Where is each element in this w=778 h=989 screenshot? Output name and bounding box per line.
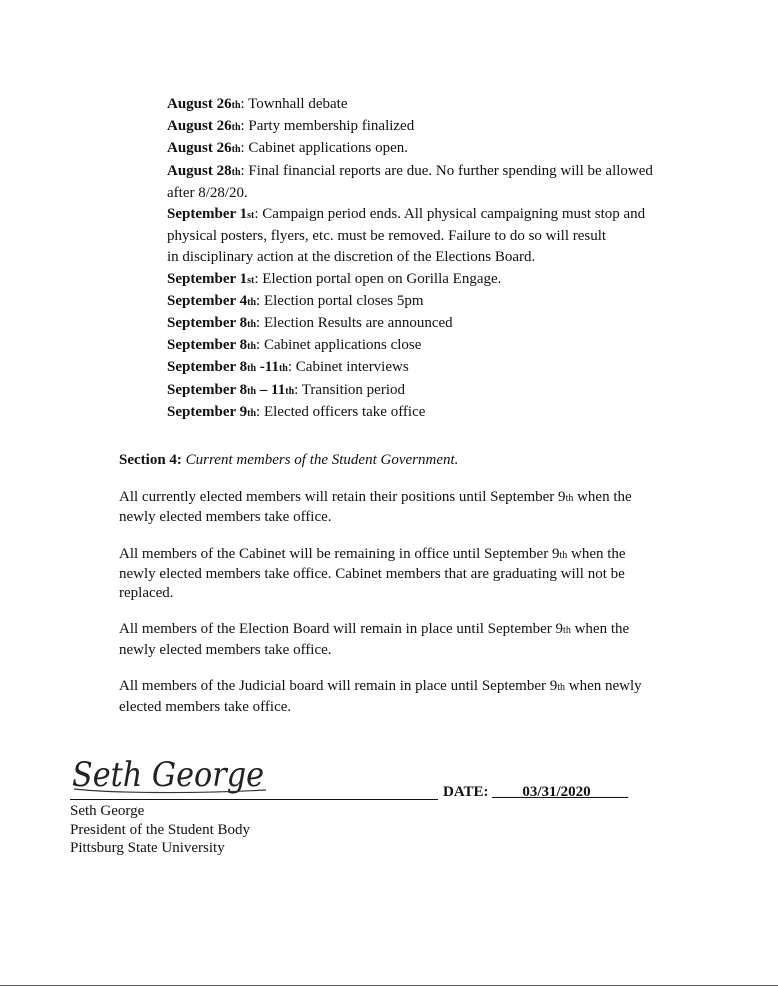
schedule-date: September 8th bbox=[167, 315, 257, 332]
date-label: DATE: bbox=[443, 784, 489, 800]
schedule-date: September 8th -11th bbox=[167, 359, 288, 376]
section-paragraph: All members of the Election Board will remain in place until September 9th when the newly elected members take office. bbox=[119, 621, 630, 658]
schedule-date: September 4th bbox=[167, 292, 257, 309]
schedule-entry bbox=[167, 335, 707, 357]
signer-institution: Pittsburg State University bbox=[70, 840, 225, 856]
election-schedule bbox=[167, 94, 707, 424]
schedule-text: : Cabinet applications open. bbox=[240, 140, 408, 157]
section-paragraph: All currently elected members will retain their positions until September 9th when the newly elected members take office. bbox=[119, 488, 632, 525]
signature-line bbox=[70, 799, 438, 800]
schedule-text: : Election Results are announced bbox=[256, 315, 453, 332]
schedule-date: August 26th bbox=[167, 118, 241, 135]
signer-name: Seth George bbox=[70, 803, 145, 819]
signer-role: President of the Student Body bbox=[70, 821, 250, 838]
section-paragraph: All members of the Judicial board will remain in place until September 9th when newly elected members take office. bbox=[119, 678, 642, 715]
schedule-entry bbox=[167, 161, 707, 183]
schedule-date: August 26th bbox=[167, 140, 241, 157]
section-4 bbox=[119, 451, 699, 734]
schedule-text: : Transition period bbox=[294, 381, 405, 398]
schedule-text: : Elected officers take office bbox=[256, 403, 426, 420]
section-label: Section 4: bbox=[119, 452, 182, 468]
schedule-text: : Party membership finalized bbox=[240, 118, 415, 135]
schedule-entry bbox=[167, 138, 707, 160]
schedule-text: : Campaign period ends. All physical campaigning must stop and bbox=[254, 206, 646, 223]
schedule-continuation: in disciplinary action at the discretion of the Elections Board. bbox=[167, 249, 536, 266]
schedule-continuation: after 8/28/20. bbox=[167, 184, 248, 201]
schedule-text: : Cabinet applications close bbox=[256, 337, 422, 354]
schedule-date: September 8th bbox=[167, 337, 257, 354]
schedule-entry bbox=[167, 380, 707, 402]
schedule-continuation: physical posters, flyers, etc. must be removed. Failure to do so will result bbox=[167, 228, 607, 245]
schedule-text: : Election portal closes 5pm bbox=[256, 292, 424, 309]
schedule-date: September 8th – 11th bbox=[167, 381, 295, 398]
schedule-entry bbox=[167, 291, 707, 313]
schedule-entry bbox=[167, 204, 707, 226]
schedule-text: : Townhall debate bbox=[240, 96, 348, 112]
schedule-date: September 1st bbox=[167, 206, 255, 223]
schedule-entry bbox=[167, 94, 707, 116]
section-heading bbox=[119, 451, 699, 470]
section-paragraph: All members of the Cabinet will be remaining in office until September 9th when the newly elected members take office. Cabinet members that are graduating will not be replaced. bbox=[119, 545, 626, 601]
handwritten-signature bbox=[70, 753, 300, 798]
schedule-text: : Final financial reports are due. No further spending will be allowed bbox=[240, 162, 653, 179]
schedule-date: September 1st bbox=[167, 270, 255, 287]
schedule-date: August 26th bbox=[167, 96, 241, 112]
svg-text:Seth George: Seth George bbox=[72, 755, 264, 795]
schedule-text: : Cabinet interviews bbox=[287, 359, 409, 376]
schedule-entry bbox=[167, 402, 707, 424]
date-field bbox=[443, 784, 628, 801]
schedule-entry bbox=[167, 116, 707, 138]
signer-block bbox=[70, 802, 250, 858]
page-bottom-edge bbox=[0, 985, 778, 986]
schedule-entry bbox=[167, 313, 707, 335]
schedule-entry bbox=[167, 357, 707, 379]
date-value: ____03/31/2020_____ bbox=[492, 784, 629, 800]
schedule-entry bbox=[167, 269, 707, 291]
schedule-date: August 28th bbox=[167, 162, 241, 179]
section-title: Current members of the Student Government. bbox=[185, 452, 459, 468]
schedule-date: September 9th bbox=[167, 403, 257, 420]
schedule-text: : Election portal open on Gorilla Engage. bbox=[254, 270, 502, 287]
